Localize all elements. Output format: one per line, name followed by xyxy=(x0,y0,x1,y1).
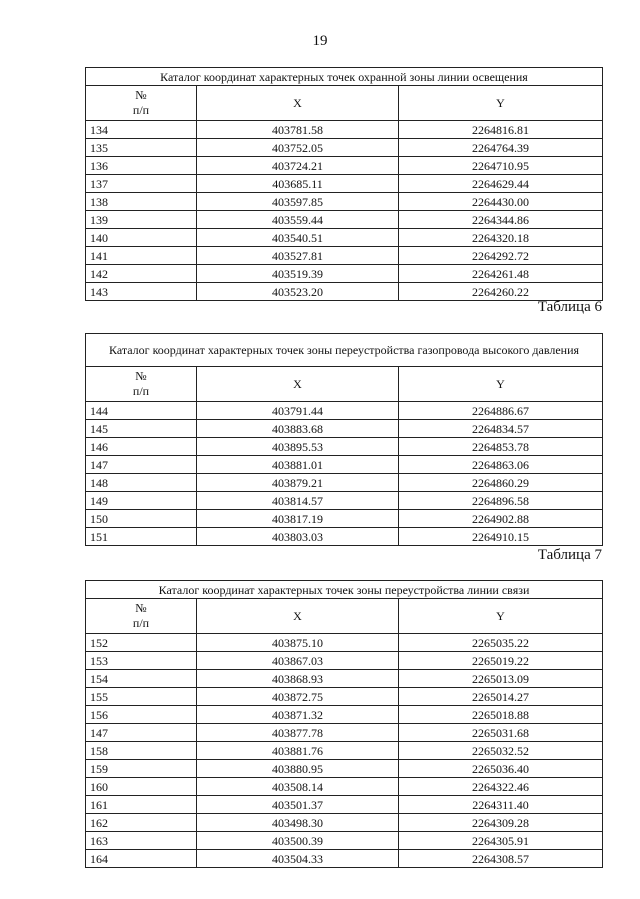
table-row xyxy=(86,193,603,211)
point-number-cell: 147 xyxy=(86,724,197,742)
point-number-cell: 159 xyxy=(86,760,197,778)
x-coordinate-cell: 403877.78 xyxy=(197,724,399,742)
x-coordinate-cell: 403781.58 xyxy=(197,121,399,139)
point-number-cell: 163 xyxy=(86,832,197,850)
table-row xyxy=(86,742,603,760)
table-row xyxy=(86,850,603,868)
table-row xyxy=(86,474,603,492)
y-coordinate-cell: 2265019.22 xyxy=(399,652,603,670)
y-coordinate-cell: 2264834.57 xyxy=(399,420,603,438)
header-point-number xyxy=(86,86,197,121)
table-row xyxy=(86,229,603,247)
point-number-cell: 137 xyxy=(86,175,197,193)
y-coordinate-cell: 2264910.15 xyxy=(399,528,603,546)
x-coordinate-cell: 403597.85 xyxy=(197,193,399,211)
x-coordinate-cell: 403508.14 xyxy=(197,778,399,796)
table-row xyxy=(86,157,603,175)
y-coordinate-cell: 2264816.81 xyxy=(399,121,603,139)
point-number-cell: 154 xyxy=(86,670,197,688)
y-coordinate-cell: 2265018.88 xyxy=(399,706,603,724)
y-coordinate-cell: 2264430.00 xyxy=(399,193,603,211)
x-coordinate-cell: 403867.03 xyxy=(197,652,399,670)
table-row xyxy=(86,814,603,832)
point-number-cell: 160 xyxy=(86,778,197,796)
header-point-number xyxy=(86,367,197,402)
y-coordinate-cell: 2264308.57 xyxy=(399,850,603,868)
table-title: Каталог координат характерных точек зоны переустройства газопровода высокого давления xyxy=(86,334,603,367)
x-coordinate-cell: 403791.44 xyxy=(197,402,399,420)
table-row xyxy=(86,528,603,546)
point-number-cell: 142 xyxy=(86,265,197,283)
point-number-cell: 152 xyxy=(86,634,197,652)
x-coordinate-cell: 403872.75 xyxy=(197,688,399,706)
header-point-number xyxy=(86,599,197,634)
y-coordinate-cell: 2265013.09 xyxy=(399,670,603,688)
point-number-cell: 141 xyxy=(86,247,197,265)
table-row xyxy=(86,634,603,652)
page-number: 19 xyxy=(312,33,328,49)
y-coordinate-cell: 2264629.44 xyxy=(399,175,603,193)
y-coordinate-cell: 2265036.40 xyxy=(399,760,603,778)
y-coordinate-cell: 2264292.72 xyxy=(399,247,603,265)
coordinate-table-gas-pipeline xyxy=(85,333,603,546)
table-title: Каталог координат характерных точек охранной зоны линии освещения xyxy=(86,68,603,86)
y-coordinate-cell: 2264860.29 xyxy=(399,474,603,492)
table-title: Каталог координат характерных точек зоны переустройства линии связи xyxy=(86,581,603,599)
x-coordinate-cell: 403527.81 xyxy=(197,247,399,265)
x-coordinate-cell: 403540.51 xyxy=(197,229,399,247)
point-number-cell: 140 xyxy=(86,229,197,247)
table-row xyxy=(86,420,603,438)
y-coordinate-cell: 2265031.68 xyxy=(399,724,603,742)
point-number-cell: 148 xyxy=(86,474,197,492)
x-coordinate-cell: 403501.37 xyxy=(197,796,399,814)
point-number-cell: 151 xyxy=(86,528,197,546)
x-coordinate-cell: 403881.76 xyxy=(197,742,399,760)
point-number-cell: 145 xyxy=(86,420,197,438)
table-row xyxy=(86,652,603,670)
x-coordinate-cell: 403685.11 xyxy=(197,175,399,193)
y-coordinate-cell: 2264853.78 xyxy=(399,438,603,456)
y-coordinate-cell: 2264710.95 xyxy=(399,157,603,175)
point-number-cell: 162 xyxy=(86,814,197,832)
point-number-cell: 138 xyxy=(86,193,197,211)
x-coordinate-cell: 403724.21 xyxy=(197,157,399,175)
header-x: X xyxy=(197,367,399,402)
x-coordinate-cell: 403498.30 xyxy=(197,814,399,832)
y-coordinate-cell: 2264322.46 xyxy=(399,778,603,796)
table-label: Таблица 6 xyxy=(537,299,602,315)
point-number-cell: 144 xyxy=(86,402,197,420)
table-row xyxy=(86,510,603,528)
x-coordinate-cell: 403895.53 xyxy=(197,438,399,456)
x-coordinate-cell: 403519.39 xyxy=(197,265,399,283)
point-number-cell: 146 xyxy=(86,438,197,456)
coordinate-table-lighting xyxy=(85,67,603,301)
table-row xyxy=(86,283,603,301)
x-coordinate-cell: 403880.95 xyxy=(197,760,399,778)
y-coordinate-cell: 2265032.52 xyxy=(399,742,603,760)
table-row xyxy=(86,247,603,265)
coordinate-table-communication-line xyxy=(85,580,603,868)
x-coordinate-cell: 403868.93 xyxy=(197,670,399,688)
x-coordinate-cell: 403871.32 xyxy=(197,706,399,724)
y-coordinate-cell: 2264311.40 xyxy=(399,796,603,814)
table-row xyxy=(86,760,603,778)
y-coordinate-cell: 2265014.27 xyxy=(399,688,603,706)
x-coordinate-cell: 403881.01 xyxy=(197,456,399,474)
header-point-number-line: № xyxy=(135,369,147,383)
header-y: Y xyxy=(399,367,603,402)
table-row xyxy=(86,456,603,474)
x-coordinate-cell: 403523.20 xyxy=(197,283,399,301)
point-number-cell: 155 xyxy=(86,688,197,706)
x-coordinate-cell: 403875.10 xyxy=(197,634,399,652)
point-number-cell: 161 xyxy=(86,796,197,814)
x-coordinate-cell: 403752.05 xyxy=(197,139,399,157)
point-number-cell: 164 xyxy=(86,850,197,868)
table-row xyxy=(86,121,603,139)
header-x: X xyxy=(197,599,399,634)
y-coordinate-cell: 2264896.58 xyxy=(399,492,603,510)
x-coordinate-cell: 403817.19 xyxy=(197,510,399,528)
x-coordinate-cell: 403879.21 xyxy=(197,474,399,492)
table-row xyxy=(86,688,603,706)
header-y: Y xyxy=(399,86,603,121)
table-row xyxy=(86,175,603,193)
header-point-number-line: № xyxy=(135,601,147,615)
point-number-cell: 147 xyxy=(86,456,197,474)
header-y: Y xyxy=(399,599,603,634)
table-row xyxy=(86,706,603,724)
x-coordinate-cell: 403814.57 xyxy=(197,492,399,510)
table-row xyxy=(86,796,603,814)
table-row xyxy=(86,265,603,283)
point-number-cell: 136 xyxy=(86,157,197,175)
table-row xyxy=(86,402,603,420)
point-number-cell: 143 xyxy=(86,283,197,301)
point-number-cell: 156 xyxy=(86,706,197,724)
header-point-number-line: п/п xyxy=(132,384,150,398)
table-row xyxy=(86,832,603,850)
point-number-cell: 150 xyxy=(86,510,197,528)
y-coordinate-cell: 2264260.22 xyxy=(399,283,603,301)
x-coordinate-cell: 403803.03 xyxy=(197,528,399,546)
table-label: Таблица 7 xyxy=(537,547,602,563)
point-number-cell: 153 xyxy=(86,652,197,670)
point-number-cell: 134 xyxy=(86,121,197,139)
table-row xyxy=(86,211,603,229)
table-row xyxy=(86,492,603,510)
x-coordinate-cell: 403559.44 xyxy=(197,211,399,229)
table-row xyxy=(86,778,603,796)
x-coordinate-cell: 403504.33 xyxy=(197,850,399,868)
y-coordinate-cell: 2264309.28 xyxy=(399,814,603,832)
y-coordinate-cell: 2265035.22 xyxy=(399,634,603,652)
point-number-cell: 149 xyxy=(86,492,197,510)
point-number-cell: 158 xyxy=(86,742,197,760)
y-coordinate-cell: 2264863.06 xyxy=(399,456,603,474)
x-coordinate-cell: 403883.68 xyxy=(197,420,399,438)
header-x: X xyxy=(197,86,399,121)
table-row xyxy=(86,438,603,456)
y-coordinate-cell: 2264320.18 xyxy=(399,229,603,247)
y-coordinate-cell: 2264344.86 xyxy=(399,211,603,229)
point-number-cell: 139 xyxy=(86,211,197,229)
table-row xyxy=(86,670,603,688)
header-point-number-line: п/п xyxy=(132,616,150,630)
y-coordinate-cell: 2264764.39 xyxy=(399,139,603,157)
table-row xyxy=(86,724,603,742)
table-row xyxy=(86,139,603,157)
header-point-number-line: п/п xyxy=(132,103,150,117)
x-coordinate-cell: 403500.39 xyxy=(197,832,399,850)
y-coordinate-cell: 2264902.88 xyxy=(399,510,603,528)
y-coordinate-cell: 2264305.91 xyxy=(399,832,603,850)
point-number-cell: 135 xyxy=(86,139,197,157)
y-coordinate-cell: 2264261.48 xyxy=(399,265,603,283)
header-point-number-line: № xyxy=(135,88,147,102)
y-coordinate-cell: 2264886.67 xyxy=(399,402,603,420)
